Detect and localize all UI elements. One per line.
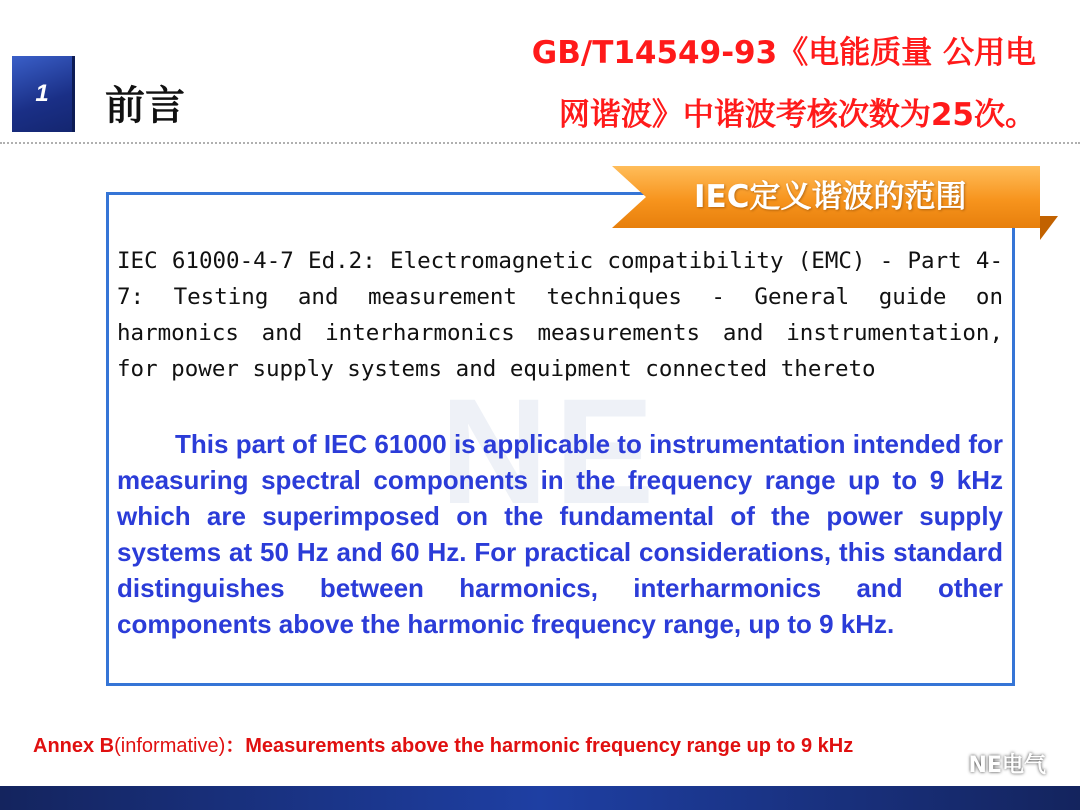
standard-note-line-1: GB/T14549-93《电能质量 公用电 [531, 35, 1036, 71]
annex-prefix: Annex B [33, 735, 115, 757]
scope-text: This part of IEC 61000 is applicable to instrumentation intended for measuring spectral components in the frequency range up to 9 kHz which are superimposed on the fundamental of the power supply systems at 50 Hz and 60 Hz. For practical considerations, this standard distinguishes between harmonics, interharmonics and other components above the harmonic frequency range, up to 9 kHz. [117, 429, 1003, 639]
standard-title-text: IEC 61000-4-7 Ed.2: Electromagnetic compatibility (EMC) - Part 4-7: Testing and measurement techniques - General guide on harmonics and interharmonics measurements and instrumentation, for power supply systems and equipment connected thereto [117, 248, 1003, 382]
section-number: 1 [35, 80, 49, 107]
brand-watermark [935, 748, 1046, 779]
callout-label: IEC定义谐波的范围 [694, 179, 967, 215]
section-number-badge [12, 56, 75, 132]
annex-separator: ： [225, 735, 246, 757]
annex-title: Measurements above the harmonic frequency range up to 9 kHz [245, 735, 854, 757]
annex-qualifier: (informative) [114, 735, 226, 757]
callout-ribbon-fold [1040, 216, 1058, 240]
brand-label: NE电气 [968, 753, 1046, 778]
standard-note-line-2: 网谐波》中谐波考核次数为25次。 [558, 97, 1036, 133]
header-divider [0, 142, 1080, 144]
standard-note [476, 22, 1036, 146]
footer-bar [0, 786, 1080, 810]
section-title: 前言 [105, 83, 185, 129]
annex-note [33, 729, 853, 758]
watermark-logo: NE [440, 367, 661, 535]
wechat-icon [935, 752, 963, 776]
